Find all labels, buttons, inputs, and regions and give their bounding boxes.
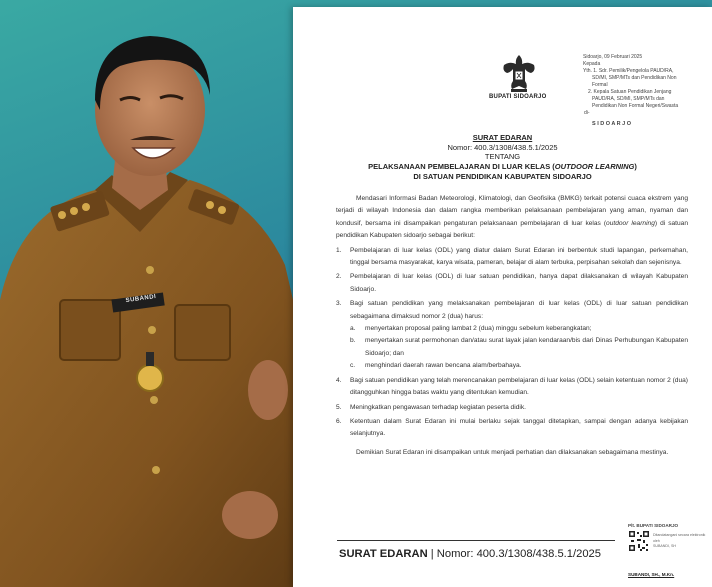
address-to: Kepada: [583, 61, 601, 67]
document-heading: [293, 133, 712, 181]
document-number: Nomor: 400.3/1308/438.5.1/2025: [447, 143, 558, 152]
sub-list-item: b. menyertakan surat permohonan dan/atau surat layak jalan kendaraan/bis dari Dinas Perhubungan Kabupaten Sidoarjo; dan: [350, 337, 688, 357]
document-title: SURAT EDARAN: [472, 133, 533, 142]
list-item: 1. Pembelajaran di luar kelas (ODL) yang diatur dalam Surat Edaran ini berbentuk studi lapangan, perkemahan, tinggal bersama masyarakat, karya wisata, pameran, belajar di alam terbuka, perpisahan sekolah dan sejenisnya.: [336, 246, 688, 267]
list-item: 3. Bagi satuan pendidikan yang melaksanakan pembelajaran di luar kelas (ODL) di luar satuan pendidikan sebagaimana dimaksud nomor 2 (dua) harus: a. menyertakan proposal paling lambat 2 (dua) minggu sebelum keberangkatan; b. menyertakan surat permohonan dan/atau surat layak jalan kendaraan/bis dari Dinas Perhubungan Kabupaten Sidoarjo; dan c. menghindari daerah rawan bencana alam/berbahaya.: [336, 298, 688, 372]
sub-list-item: a. menyertakan proposal paling lambat 2 (dua) minggu sebelum keberangkatan;: [350, 325, 592, 333]
list-item: 6. Ketentuan dalam Surat Edaran ini mulai berlaku sejak tanggal ditetapkan, sampai dengan adanya kebijakan selanjutnya.: [336, 417, 688, 438]
list-item: 5. Meningkatkan pengawasan terhadap kegiatan peserta didik.: [336, 403, 526, 411]
sub-provisions-list: [350, 323, 688, 373]
signatory-name: SUBANDI, SH., M.Kn.: [628, 572, 675, 577]
sub-list-item: c. menghindari daerah rawan bencana alam/berbahaya.: [350, 362, 522, 370]
closing-paragraph: Demikian Surat Edaran ini disampaikan untuk menjadi perhatian dan dilaksanakan sebagaimana mestinya.: [356, 448, 669, 456]
official-photo: [0, 0, 300, 587]
official-portrait-illustration: [0, 0, 300, 587]
signature-title: Plt. BUPATI SIDOARJO: [628, 523, 679, 528]
list-item: 4. Bagi satuan pendidikan yang telah merencanakan pembelajaran di luar kelas (ODL) selain ketentuan nomor 2 (dua) ditangguhkan hingga batas waktu yang ditentukan kemudian.: [336, 376, 688, 397]
qr-code-icon: [628, 530, 650, 552]
address-line: Formal: [592, 82, 608, 88]
name-tag: SUBANDI: [125, 293, 157, 305]
garuda-emblem-icon: [498, 51, 540, 93]
document-body: [336, 193, 688, 459]
address-line: PAUD/RA, SD/MI, SMP/MTs dan: [592, 96, 665, 102]
signature-meta: Ditandatangani secara elektronik oleh SUBANDI, SH: [653, 533, 706, 548]
address-line: Yth. 1. Sdr. Pemilik/Pengelola PAUD/RA,: [583, 68, 674, 74]
regent-label: BUPATI SIDOARJO: [489, 94, 547, 100]
intro-paragraph: Mendasari Informasi Badan Meteorologi, Klimatologi, dan Geofisika (BMKG) terkait potensi cuaca ekstrem yang terjadi di wilayah Indonesia dan dalam rangka memberikan pelaksanaan pembelajaran yang aman, nyaman dan kondusif, bersama ini disampaikan pengaturan pelaksanaan pembelajaran di luar kelas (outdoor learning) di satuan pendidikan Kabupaten sidoarjo sebagai berikut:: [336, 195, 688, 240]
address-line: 2. Kepala Satuan Pendidikan Jenjang: [588, 89, 672, 95]
list-item: 2. Pembelajaran di luar kelas (ODL) di luar satuan pendidikan, hanya dapat dilaksanakan di wilayah Kabupaten Sidoarjo.: [336, 273, 688, 293]
address-line: di-: [584, 110, 590, 116]
address-city: S I D O A R J O: [592, 121, 632, 127]
signature-block: [628, 523, 712, 528]
circular-document: [293, 7, 712, 587]
address-line: Pendidikan Non Formal Negeri/Swasta: [592, 103, 679, 109]
document-about: TENTANG: [484, 152, 521, 161]
recipient-address: [583, 54, 711, 128]
footer-divider: [337, 540, 615, 541]
letter-date: Sidoarjo, 09 Februari 2025: [583, 54, 643, 60]
document-subject-line1: PELAKSANAAN PEMBELAJARAN DI LUAR KELAS (OUTDOOR LEARNING): [368, 162, 637, 171]
address-line: SD/MI, SMP/MTs dan Pendidikan Non: [592, 75, 677, 81]
document-subject-line2: DI SATUAN PENDIDIKAN KABUPATEN SIDOARJO: [413, 172, 592, 181]
footer-caption: SURAT EDARAN | Nomor: 400.3/1308/438.5.1/2025: [339, 548, 602, 560]
provisions-list: [336, 245, 688, 441]
